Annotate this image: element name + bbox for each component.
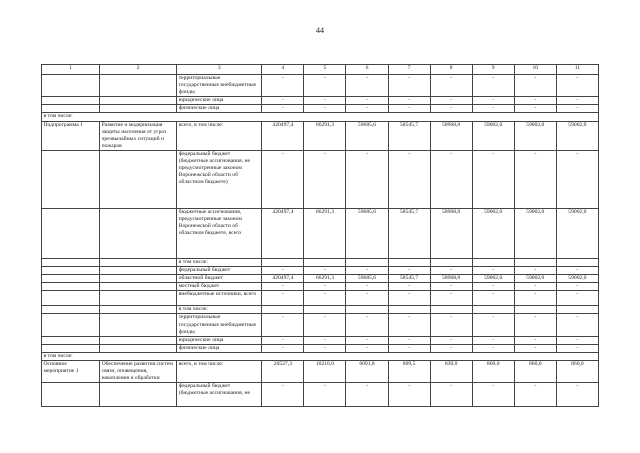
header-cell: 7 (388, 65, 430, 75)
table-row (42, 208, 599, 258)
value-cell: - (556, 150, 598, 208)
value-cell: - (472, 105, 514, 113)
table-row (42, 113, 599, 121)
description-cell: Обеспечение развития систем связи, оповещения, накопления и обработки (100, 360, 177, 382)
description-cell (100, 97, 177, 105)
value-cell: 58545,7 (388, 121, 430, 150)
value-cell: 66291,3 (304, 121, 346, 150)
description-cell: Развитие и модернизация защиты населения от угроз чрезвычайных ситуаций и пожаров (100, 121, 177, 150)
value-cell: 420497,4 (262, 121, 304, 150)
program-cell (42, 208, 100, 258)
value-cell: - (556, 383, 598, 407)
value-cell: - (472, 267, 514, 275)
value-cell: - (262, 97, 304, 105)
header-cell: 5 (304, 65, 346, 75)
value-cell: - (304, 75, 346, 97)
value-cell: - (346, 291, 388, 306)
value-cell: - (472, 383, 514, 407)
program-cell (42, 344, 100, 352)
description-cell (100, 150, 177, 208)
value-cell: - (514, 267, 556, 275)
value-cell: - (514, 383, 556, 407)
value-cell: - (430, 75, 472, 97)
table-row (42, 275, 599, 283)
program-cell (42, 267, 100, 275)
program-cell: Основное мероприятие 1 (42, 360, 100, 382)
value-cell: - (262, 336, 304, 344)
funding-source-cell: территориальные государственные внебюджетные фонды (177, 314, 262, 336)
value-cell: 420497,4 (262, 208, 304, 258)
value-cell: - (346, 75, 388, 97)
funding-source-cell: физические лица (177, 105, 262, 113)
value-cell: 809,5 (388, 360, 430, 382)
value-cell: - (472, 283, 514, 291)
value-cell: - (514, 314, 556, 336)
table-row (42, 360, 599, 382)
value-cell: - (346, 105, 388, 113)
value-cell: - (304, 283, 346, 291)
value-cell (556, 306, 598, 314)
value-cell: - (388, 267, 430, 275)
value-cell: 59002,0 (556, 275, 598, 283)
value-cell (514, 306, 556, 314)
value-cell: - (430, 383, 472, 407)
value-cell: - (430, 314, 472, 336)
value-cell: - (430, 344, 472, 352)
description-cell (100, 75, 177, 97)
value-cell: - (262, 291, 304, 306)
value-cell: - (388, 105, 430, 113)
value-cell: - (262, 383, 304, 407)
value-cell: 59002,0 (514, 121, 556, 150)
value-cell (556, 258, 598, 266)
header-cell: 2 (100, 65, 177, 75)
value-cell: - (346, 97, 388, 105)
value-cell (346, 306, 388, 314)
value-cell: - (556, 283, 598, 291)
funding-source-cell: федеральный бюджет (бюджетные ассигнования, не предусмотренные законом Воронежской области об областном бюджете) (177, 150, 262, 208)
value-cell: 58545,7 (388, 275, 430, 283)
header-cell: 9 (472, 65, 514, 75)
value-cell: - (514, 336, 556, 344)
funding-source-cell: всего, в том числе: (177, 360, 262, 382)
value-cell: 59002,0 (472, 208, 514, 258)
value-cell (388, 258, 430, 266)
description-cell (100, 291, 177, 306)
funding-source-cell: физические лица (177, 344, 262, 352)
value-cell: 420497,4 (262, 275, 304, 283)
value-cell: - (472, 150, 514, 208)
table-row (42, 291, 599, 306)
table-row (42, 336, 599, 344)
table-row (42, 75, 599, 97)
table-row (42, 283, 599, 291)
value-cell (514, 258, 556, 266)
header-cell: 1 (42, 65, 100, 75)
program-cell (42, 105, 100, 113)
value-cell: - (304, 383, 346, 407)
value-cell: - (304, 267, 346, 275)
value-cell: - (472, 336, 514, 344)
table-row (42, 258, 599, 266)
funding-source-cell: федеральный бюджет (бюджетные ассигнования, не (177, 383, 262, 407)
value-cell: - (388, 97, 430, 105)
program-cell (42, 75, 100, 97)
value-cell (430, 306, 472, 314)
value-cell: - (430, 150, 472, 208)
value-cell: 66291,3 (304, 208, 346, 258)
program-cell (42, 258, 100, 266)
value-cell: 59002,0 (514, 208, 556, 258)
table-row (42, 306, 599, 314)
funding-source-cell: в том числе: (177, 306, 262, 314)
funding-source-cell: в том числе: (177, 258, 262, 266)
table-row (42, 105, 599, 113)
program-cell (42, 150, 100, 208)
program-cell (42, 291, 100, 306)
value-cell: - (556, 314, 598, 336)
value-cell: - (514, 75, 556, 97)
value-cell: - (430, 267, 472, 275)
funding-source-cell: федеральный бюджет (177, 267, 262, 275)
value-cell: - (304, 314, 346, 336)
description-cell (100, 275, 177, 283)
value-cell: - (556, 336, 598, 344)
funding-source-cell: территориальные государственные внебюджетные фонды (177, 75, 262, 97)
value-cell: - (346, 344, 388, 352)
header-cell: 6 (346, 65, 388, 75)
value-cell: - (514, 97, 556, 105)
value-cell: 66291,3 (304, 275, 346, 283)
value-cell: 860,0 (556, 360, 598, 382)
value-cell: - (514, 344, 556, 352)
section-label: в том числе: (42, 352, 599, 360)
value-cell: - (430, 97, 472, 105)
program-cell (42, 383, 100, 407)
value-cell: - (262, 344, 304, 352)
header-cell: 10 (514, 65, 556, 75)
table-row (42, 344, 599, 352)
table-row (42, 383, 599, 407)
value-cell: - (346, 336, 388, 344)
program-cell (42, 275, 100, 283)
value-cell: - (388, 314, 430, 336)
program-cell: Подпрограмма 1 (42, 121, 100, 150)
value-cell (262, 306, 304, 314)
value-cell: - (430, 291, 472, 306)
value-cell: 58968,8 (430, 275, 472, 283)
value-cell: - (430, 105, 472, 113)
value-cell: - (388, 75, 430, 97)
funding-source-cell: юридические лица (177, 97, 262, 105)
page-number: 44 (316, 26, 324, 35)
value-cell: - (556, 267, 598, 275)
value-cell: - (472, 75, 514, 97)
description-cell (100, 344, 177, 352)
value-cell: - (304, 105, 346, 113)
header-cell: 4 (262, 65, 304, 75)
funding-source-cell: всего, в том числе: (177, 121, 262, 150)
value-cell: - (304, 150, 346, 208)
value-cell: - (304, 291, 346, 306)
table-row (42, 314, 599, 336)
table-row (42, 150, 599, 208)
value-cell: - (514, 291, 556, 306)
funding-source-cell: местный бюджет (177, 283, 262, 291)
value-cell: 58968,8 (430, 208, 472, 258)
value-cell: - (388, 283, 430, 291)
value-cell: - (430, 336, 472, 344)
value-cell: - (388, 383, 430, 407)
value-cell: 10216,0 (304, 360, 346, 382)
program-cell (42, 314, 100, 336)
budget-table (41, 64, 599, 407)
value-cell: - (388, 336, 430, 344)
value-cell: 59002,0 (556, 121, 598, 150)
header-cell: 3 (177, 65, 262, 75)
value-cell: - (346, 383, 388, 407)
program-cell (42, 283, 100, 291)
funding-source-cell: внебюджетные источники, всего (177, 291, 262, 306)
value-cell (304, 306, 346, 314)
value-cell (388, 306, 430, 314)
table-row (42, 97, 599, 105)
description-cell (100, 105, 177, 113)
table-row (42, 352, 599, 360)
value-cell: - (556, 344, 598, 352)
funding-source-cell: бюджетные ассигнования, предусмотренные законом Воронежской области об областном бюджете, всего (177, 208, 262, 258)
value-cell: - (472, 291, 514, 306)
description-cell (100, 258, 177, 266)
value-cell: 830,0 (430, 360, 472, 382)
value-cell: - (262, 283, 304, 291)
header-cell: 8 (430, 65, 472, 75)
value-cell: - (388, 344, 430, 352)
description-cell (100, 314, 177, 336)
value-cell: - (472, 97, 514, 105)
value-cell: - (430, 283, 472, 291)
value-cell: 59685,6 (346, 275, 388, 283)
description-cell (100, 336, 177, 344)
value-cell: - (514, 150, 556, 208)
description-cell (100, 208, 177, 258)
value-cell: 59002,0 (472, 121, 514, 150)
value-cell: - (556, 291, 598, 306)
value-cell: 860,0 (472, 360, 514, 382)
value-cell (472, 258, 514, 266)
value-cell: - (262, 150, 304, 208)
value-cell: - (262, 75, 304, 97)
value-cell: - (472, 344, 514, 352)
table-header-row (42, 65, 599, 75)
value-cell: - (388, 150, 430, 208)
value-cell: 59002,0 (556, 208, 598, 258)
table-row (42, 267, 599, 275)
header-cell: 11 (556, 65, 598, 75)
value-cell (472, 306, 514, 314)
funding-source-cell: областной бюджет (177, 275, 262, 283)
value-cell: - (514, 283, 556, 291)
value-cell: 59685,6 (346, 208, 388, 258)
program-cell (42, 336, 100, 344)
value-cell: - (514, 105, 556, 113)
description-cell (100, 383, 177, 407)
value-cell: 58968,8 (430, 121, 472, 150)
value-cell: 860,0 (514, 360, 556, 382)
value-cell: - (262, 267, 304, 275)
funding-source-cell: юридические лица (177, 336, 262, 344)
program-cell (42, 97, 100, 105)
value-cell (304, 258, 346, 266)
value-cell (262, 258, 304, 266)
program-cell (42, 306, 100, 314)
value-cell (430, 258, 472, 266)
value-cell: - (472, 314, 514, 336)
value-cell: - (346, 267, 388, 275)
value-cell: - (304, 344, 346, 352)
description-cell (100, 267, 177, 275)
value-cell: 59685,6 (346, 121, 388, 150)
value-cell: 59002,0 (472, 275, 514, 283)
value-cell: - (346, 283, 388, 291)
table-row (42, 121, 599, 150)
value-cell: 6091,8 (346, 360, 388, 382)
value-cell: - (556, 105, 598, 113)
description-cell (100, 283, 177, 291)
value-cell: - (346, 314, 388, 336)
value-cell: - (556, 97, 598, 105)
value-cell: - (388, 291, 430, 306)
value-cell: - (304, 97, 346, 105)
value-cell: - (556, 75, 598, 97)
value-cell: - (346, 150, 388, 208)
value-cell: - (262, 314, 304, 336)
value-cell: - (262, 105, 304, 113)
value-cell (346, 258, 388, 266)
description-cell (100, 306, 177, 314)
section-label: в том числе: (42, 113, 599, 121)
value-cell: 20527,3 (262, 360, 304, 382)
value-cell: - (304, 336, 346, 344)
value-cell: 58545,7 (388, 208, 430, 258)
value-cell: 59002,0 (514, 275, 556, 283)
